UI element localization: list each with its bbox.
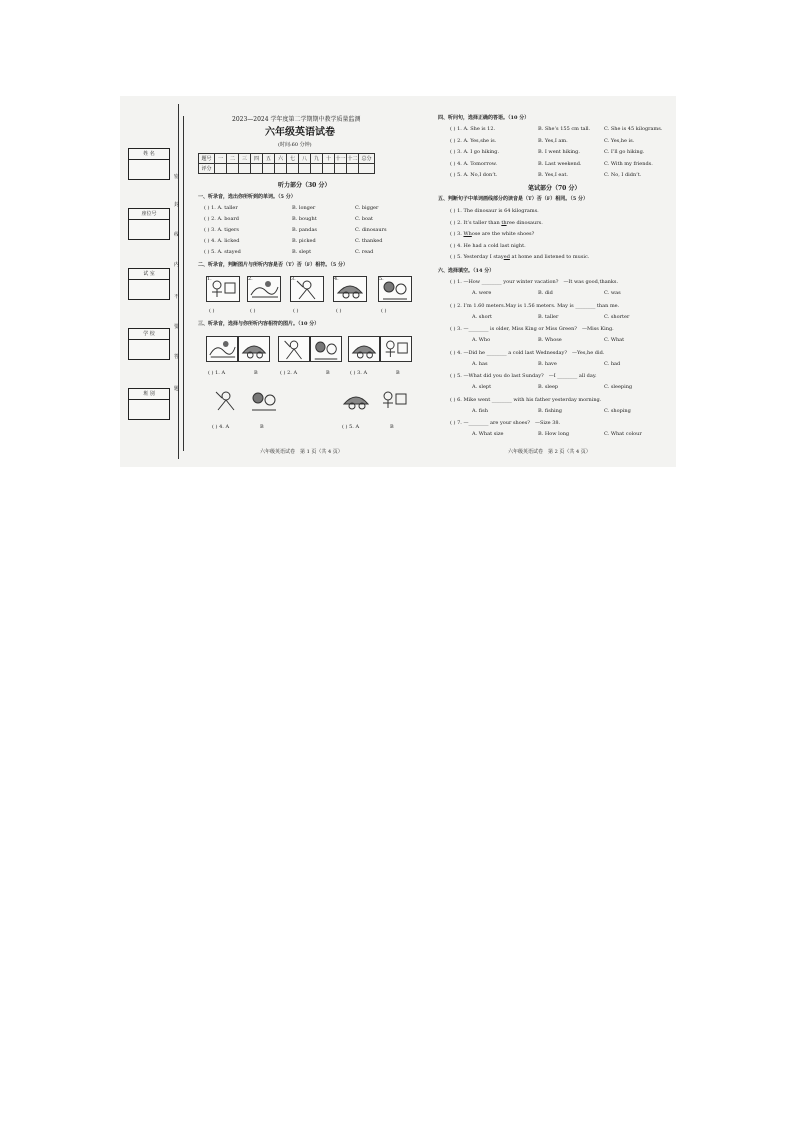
score-cell [275,164,287,174]
score-header-cell: 一 [215,154,227,164]
binding-box-label: 班 别 [129,389,169,400]
score-header-cell: 十二 [347,154,359,164]
option-c: C. shorter [604,313,630,320]
score-cell [239,164,251,174]
section1-heading: 一、听录音，选出你所听到的单词。（5 分） [198,194,296,200]
option-a: A. slept [472,384,492,390]
seal-char: 密 [174,174,180,180]
answer-blank: ( ) [250,308,256,314]
sentence-text: ( ) 5. Yesterday I stay [450,254,504,260]
score-cell [359,164,375,174]
score-cell [299,164,311,174]
option-a: A. has [472,360,488,367]
section3-heading: 三、听录音，选择与你所听内容相符的图片。（10 分） [198,321,320,327]
underlined-letters: th [501,219,507,226]
exam-title: 六年级英语试卷 [265,127,335,138]
score-cell [347,164,359,174]
sentence-text: ( ) 2. It’s taller than [450,219,502,226]
seal-char: 封 [174,202,180,208]
option-b: B. sleep [538,384,559,390]
binding-box [128,208,170,240]
score-cell [227,164,239,174]
option-b-picture [248,388,280,414]
section4-heading: 四、听问句，选择正确的答语。（10 分） [438,115,530,121]
option-b-picture [310,336,342,362]
binding-box-field[interactable] [129,400,169,419]
binding-box-label: 学 校 [129,329,169,340]
sentence-text: ose are the white shoes? [471,231,535,237]
underlined-letters: ed [503,254,510,260]
page1-footer: 六年级英语试卷 第 1 页（共 4 页） [260,449,343,455]
option-b: B. I went hiking. [538,149,580,155]
answer-blank: ( ) [381,308,387,314]
option-c: C. read [355,249,374,255]
option-c: C. sleeping [604,384,633,390]
option-b: B. picked [292,238,316,244]
option-c: C. thanked [355,238,383,244]
option-c: C. No, I didn’t. [604,172,642,178]
option-item: ( ) 3. A. I go hiking. [450,149,500,155]
question-text: ( ) 4. —Did he ________ a cold last Wednesday? —Yes,he did. [450,349,605,356]
option-b: B. Yes,I eat. [538,172,568,178]
seal-char: 题 [174,386,180,392]
seal-char: 内 [174,262,180,268]
score-header-cell: 十 [323,154,335,164]
sentence-item [450,254,589,261]
option-b: B. slept [292,249,312,255]
score-row-label: 评分 [199,164,215,174]
question-text: ( ) 3. —________ is older, Miss King or Miss Green? —Miss King. [450,326,614,332]
option-a: A. What size [472,431,504,437]
option-c: C. What colour [604,431,642,437]
section2-heading: 二、听录音，判断图片与所听内容是否（T）否（F）相符。（5 分） [198,262,348,268]
option-c: C. Yes,he is. [604,137,635,144]
option-item: ( ) 2. A. board [204,216,240,222]
picture-number: 3. [291,276,296,282]
option-a-picture [340,388,372,414]
sentence-text: ( ) 1. The dinosaur is 64 kilograms. [450,208,539,214]
option-c: C. What [604,337,625,343]
binding-box-field[interactable] [129,220,169,239]
page2-footer: 六年级英语试卷 第 2 页（共 4 页） [508,449,591,455]
binding-box-label: 姓 名 [129,149,169,160]
question-text: ( ) 1. —How ________ your winter vacation? —It was good,thanks. [450,279,619,285]
question-number: ( ) 1. A [208,370,226,376]
option-b: B. How long [538,431,570,437]
underlined-letters: Wh [463,231,472,237]
section6-heading: 六、选择填空。（14 分） [438,268,495,274]
option-item: ( ) 5. A. No,I don’t. [450,172,498,178]
option-item: ( ) 1. A. She is 12. [450,126,496,132]
option-item: ( ) 5. A. stayed [204,249,241,255]
score-header-cell: 三 [239,154,251,164]
seal-char: 答 [174,354,180,360]
score-header-cell: 题号 [199,154,215,164]
option-item: ( ) 4. A. Tomorrow. [450,160,498,167]
score-header-cell: 总分 [359,154,375,164]
option-b: B. did [538,290,553,296]
score-cell [311,164,323,174]
score-cell [335,164,347,174]
option-c: C. had [604,360,621,367]
option-item: ( ) 4. A. licked [204,238,240,244]
binding-box [128,148,170,180]
answer-blank: ( ) [209,308,215,314]
question-number: ( ) 5. A [342,424,360,430]
option-c: C. boat [355,216,374,222]
option-a-picture [210,388,242,414]
option-c: C. With my friends. [604,160,653,167]
score-header-cell: 四 [251,154,263,164]
option-b: B. Last weekend. [538,160,582,167]
question-number: ( ) 4. A [212,424,230,430]
option-b-picture [378,388,410,414]
option-item: ( ) 1. A. taller [204,205,238,211]
listening-title: 听力部分（30 分） [278,182,331,189]
option-b-label: B [254,370,258,376]
option-a: A. were [472,290,492,296]
binding-box [128,388,170,420]
answer-blank: ( ) [293,308,299,314]
option-a: A. short [472,313,492,320]
score-header-cell: 六 [275,154,287,164]
sentence-text: at home and listened to music. [509,254,590,260]
option-a-picture [348,336,380,362]
exam-header: 2023—2024 学年度第二学期期中教学质量监测 [232,116,361,123]
option-b-picture [238,336,270,362]
option-b: B. Whose [538,337,562,343]
question-number: ( ) 2. A [280,370,298,376]
option-b: B. She’s 155 cm tall. [538,126,591,132]
score-cell [263,164,275,174]
option-b: B. bought [292,216,317,222]
binding-box-field[interactable] [129,340,169,359]
score-cell [251,164,263,174]
question-number: ( ) 3. A [350,370,368,376]
question-text: ( ) 6. Mike went ________ with his father yesterday morning. [450,396,602,403]
sentence-text: ree dinosaurs. [506,219,543,226]
seal-char: 要 [174,324,180,330]
option-item: ( ) 3. A. tigers [204,227,239,233]
option-b: B. pandas [292,227,318,233]
option-a-picture [278,336,310,362]
question-text: ( ) 7. —________ are your shoes? —Size 38. [450,420,561,426]
sentence-text: ( ) 4. He had a cold last night. [450,242,526,249]
option-a: A. Who [472,337,491,343]
option-item: ( ) 2. A. Yes,she is. [450,137,497,144]
picture-number: 5. [379,276,384,282]
sentence-item [450,231,534,238]
option-c: C. bigger [355,205,379,211]
option-c: C. dinosaurs [355,227,387,233]
sentence-text: ( ) 3. [450,231,464,237]
option-b-label: B [326,370,330,376]
option-b: B. longer [292,205,316,211]
option-b: B. Yes,I am. [538,137,568,144]
seal-char: 线 [174,232,180,238]
score-header-cell: 七 [287,154,299,164]
sentence-item [450,243,526,250]
option-a: A. fish [472,407,488,414]
seal-char: 不 [174,294,180,300]
score-cell [287,164,299,174]
option-b-label: B [396,370,400,376]
score-header-cell: 十一 [335,154,347,164]
binding-box [128,328,170,360]
score-header-cell: 九 [311,154,323,164]
option-c: C. was [604,290,621,296]
exam-sheet-scan [120,96,676,467]
option-b: B. have [538,360,557,367]
sentence-item [450,208,539,215]
picture-number: 4. [334,276,339,282]
seal-line-left [178,104,179,459]
answer-blank: ( ) [336,308,342,314]
option-b: B. taller [538,313,559,320]
score-header-cell: 五 [263,154,275,164]
score-cell [215,164,227,174]
binding-box-label: 座位号 [129,209,169,220]
score-header-cell: 二 [227,154,239,164]
score-header-cell: 八 [299,154,311,164]
section5-heading: 五、判断句子中单词画线部分的读音是（T）否（F）相同。（5 分） [438,196,588,202]
sentence-item [450,220,543,227]
option-b-label: B [260,424,264,430]
score-table [198,153,375,174]
seal-line-right [183,116,184,451]
question-text: ( ) 5. —What did you do last Sunday? —I ________ all day. [450,373,597,379]
option-a-picture [206,336,238,362]
option-c: C. I’ll go hiking. [604,149,645,155]
binding-box-field[interactable] [129,280,169,299]
binding-box-field[interactable] [129,160,169,179]
written-title: 笔试部分（70 分） [528,185,581,192]
option-b: B. fishing [538,407,562,414]
option-c: C. shoping [604,407,631,414]
exam-time: (时间:60 分钟) [278,142,312,148]
option-c: C. She is 45 kilograms. [604,126,663,132]
option-b-label: B [390,424,394,430]
option-b-picture [380,336,412,362]
binding-box-label: 试 室 [129,269,169,280]
picture-number: 1. [207,276,212,282]
picture-number: 2. [248,276,253,282]
question-text: ( ) 2. I’m 1.60 meters.May is 1.56 meters. May is ________ than me. [450,302,620,309]
binding-box [128,268,170,300]
score-cell [323,164,335,174]
